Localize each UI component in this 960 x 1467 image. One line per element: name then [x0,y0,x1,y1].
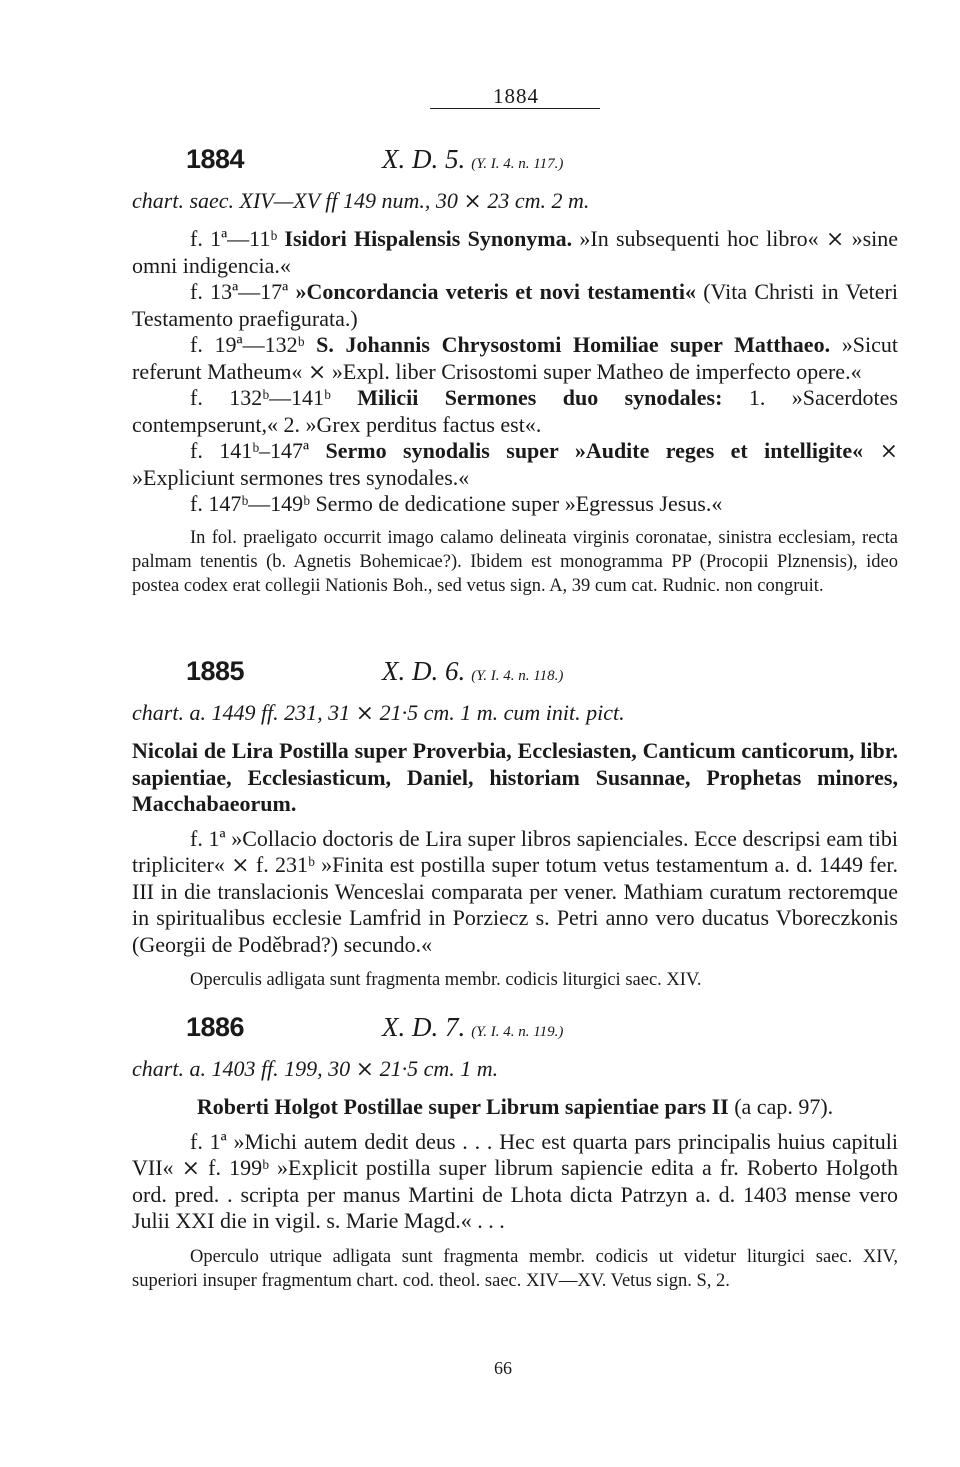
item-title: »Concordancia veteris et novi testamenti« [295,279,696,304]
item-text: (Vita Christi in Veteri Testamento praefigurata.) [132,279,898,331]
entry-note: Operculo utrique adligata sunt fragmenta membr. codicis ut videtur liturgici saec. XIV, superiori insuper fragmentum chart. cod. theol. saec. XIV—XV. Vetus sign. S, 2. [132,1246,898,1291]
item-title: Milicii Sermones duo synodales: [357,385,723,410]
item-title: Sermo synodalis super »Audite reges et intelligite« [325,438,864,463]
entry-body: f. 1ª »Collacio doctoris de Lira super libros sapienciales. Ecce descripsi eam tibi tripliciter« ⨯ f. 231ᵇ »Finita est postilla super totum vetus testamentum a. d. 1449 fer. III in die translacionis Wenceslai comparata per vener. Mathiam curatum rectoremque in spiritualibus ecclesie Lamfrid in Porziecz s. Petri anno vero ducatus Vboreczkonis (Georgii de Poděbrad?) secundo.« [132,825,898,957]
physical-description: chart. a. 1449 ff. 231, 31 ⨯ 21·5 cm. 1 m. cum init. pict. [132,700,625,725]
old-signature: (Y. I. 4. n. 117.) [471,156,564,172]
physical-description: chart. a. 1403 ff. 199, 30 ⨯ 21·5 cm. 1 m. [132,1056,499,1081]
entry-1884 [132,144,898,598]
head-rule [430,108,600,109]
item-title: S. Johannis Chrysostomi Homiliae super Matthaeo. [316,332,831,357]
signature-text: X. D. 6. [382,656,466,686]
item-folio: f. 19ª—132ᵇ [190,332,317,357]
shelf-signature [382,656,563,687]
entry-number: 1885 [186,656,245,686]
entry-1885 [132,656,898,992]
work-title-line [132,1094,898,1121]
list-item [132,438,898,491]
entry-number: 1886 [186,1012,245,1042]
item-folio: f. 1ª—11ᵇ [190,226,285,251]
list-item [132,226,898,279]
item-text: »Sicut referunt Matheum« ⨯ »Expl. liber Crisostomi super Matheo de imperfecto opere.« [132,332,898,384]
entry-number: 1884 [186,144,245,174]
old-signature: (Y. I. 4. n. 119.) [471,1024,564,1040]
item-text: 1. »Sacerdotes contempserunt,« 2. »Grex perditus factus est«. [132,385,898,437]
item-folio: f. 132ᵇ—141ᵇ [190,385,358,410]
physical-description: chart. saec. XIV—XV ff 149 num., 30 ⨯ 23 cm. 2 m. [132,188,590,213]
list-item [132,491,898,518]
signature-text: X. D. 5. [382,144,466,174]
page-number: 66 [494,1358,512,1378]
entry-head [132,144,898,184]
entry-head [132,656,898,696]
entry-1886 [132,1012,898,1293]
entry-body: f. 1ª »Michi autem dedit deus . . . Hec est quarta pars principalis huius capituli VII« ⨯ f. 199ᵇ »Explicit postilla super librum sapiencie edita a fr. Roberto Holgoth ord. pred. . scripta per manus Martini de Lhota dicta Patrzyn a. d. 1403 mense vero Julii XXI die in vigil. s. Marie Magd.« . . . [132,1128,898,1233]
signature-text: X. D. 7. [382,1012,466,1042]
work-title-suffix: (a cap. 97). [728,1094,834,1119]
entry-note: Operculis adligata sunt fragmenta membr. codicis liturgici saec. XIV. [190,970,702,990]
entry-head [132,1012,898,1052]
work-title: Roberti Holgot Postillae super Librum sapientiae pars II [196,1094,729,1119]
item-text: ⨯ »Expliciunt sermones tres synodales.« [132,438,898,490]
running-head: 1884 [493,84,539,108]
item-text: »In subsequenti hoc libro« ⨯ »sine omni indigencia.« [132,226,899,278]
item-folio: f. 141ᵇ–147ª [190,438,326,463]
list-item [132,385,898,438]
shelf-signature [382,1012,563,1043]
item-folio: f. 13ª—17ª [190,279,296,304]
shelf-signature [382,144,563,175]
list-item [132,332,898,385]
list-item [132,279,898,332]
entry-note: In fol. praeligato occurrit imago calamo delineata virginis coronatae, sinistra ecclesiam, recta palmam tenentis (b. Agnetis Bohemicae?). Ibidem est monogramma PP (Procopii Plznensis), ideo postea codex erat collegii Nationis Boh., sed vetus sign. A, 39 cum cat. Rudnic. non congruit. [132,527,898,596]
work-title: Nicolai de Lira Postilla super Proverbia, Ecclesiasten, Canticum canticorum, libr. sapientiae, Ecclesiasticum, Daniel, historiam Susannae, Prophetas minores, Macchabaeorum. [132,738,898,816]
item-title: Isidori Hispalensis Synonyma. [284,226,573,251]
item-list [132,226,898,518]
item-folio: f. 147ᵇ—149ᵇ Sermo de dedicatione super »Egressus Jesus.« [190,491,723,516]
old-signature: (Y. I. 4. n. 118.) [471,668,564,684]
